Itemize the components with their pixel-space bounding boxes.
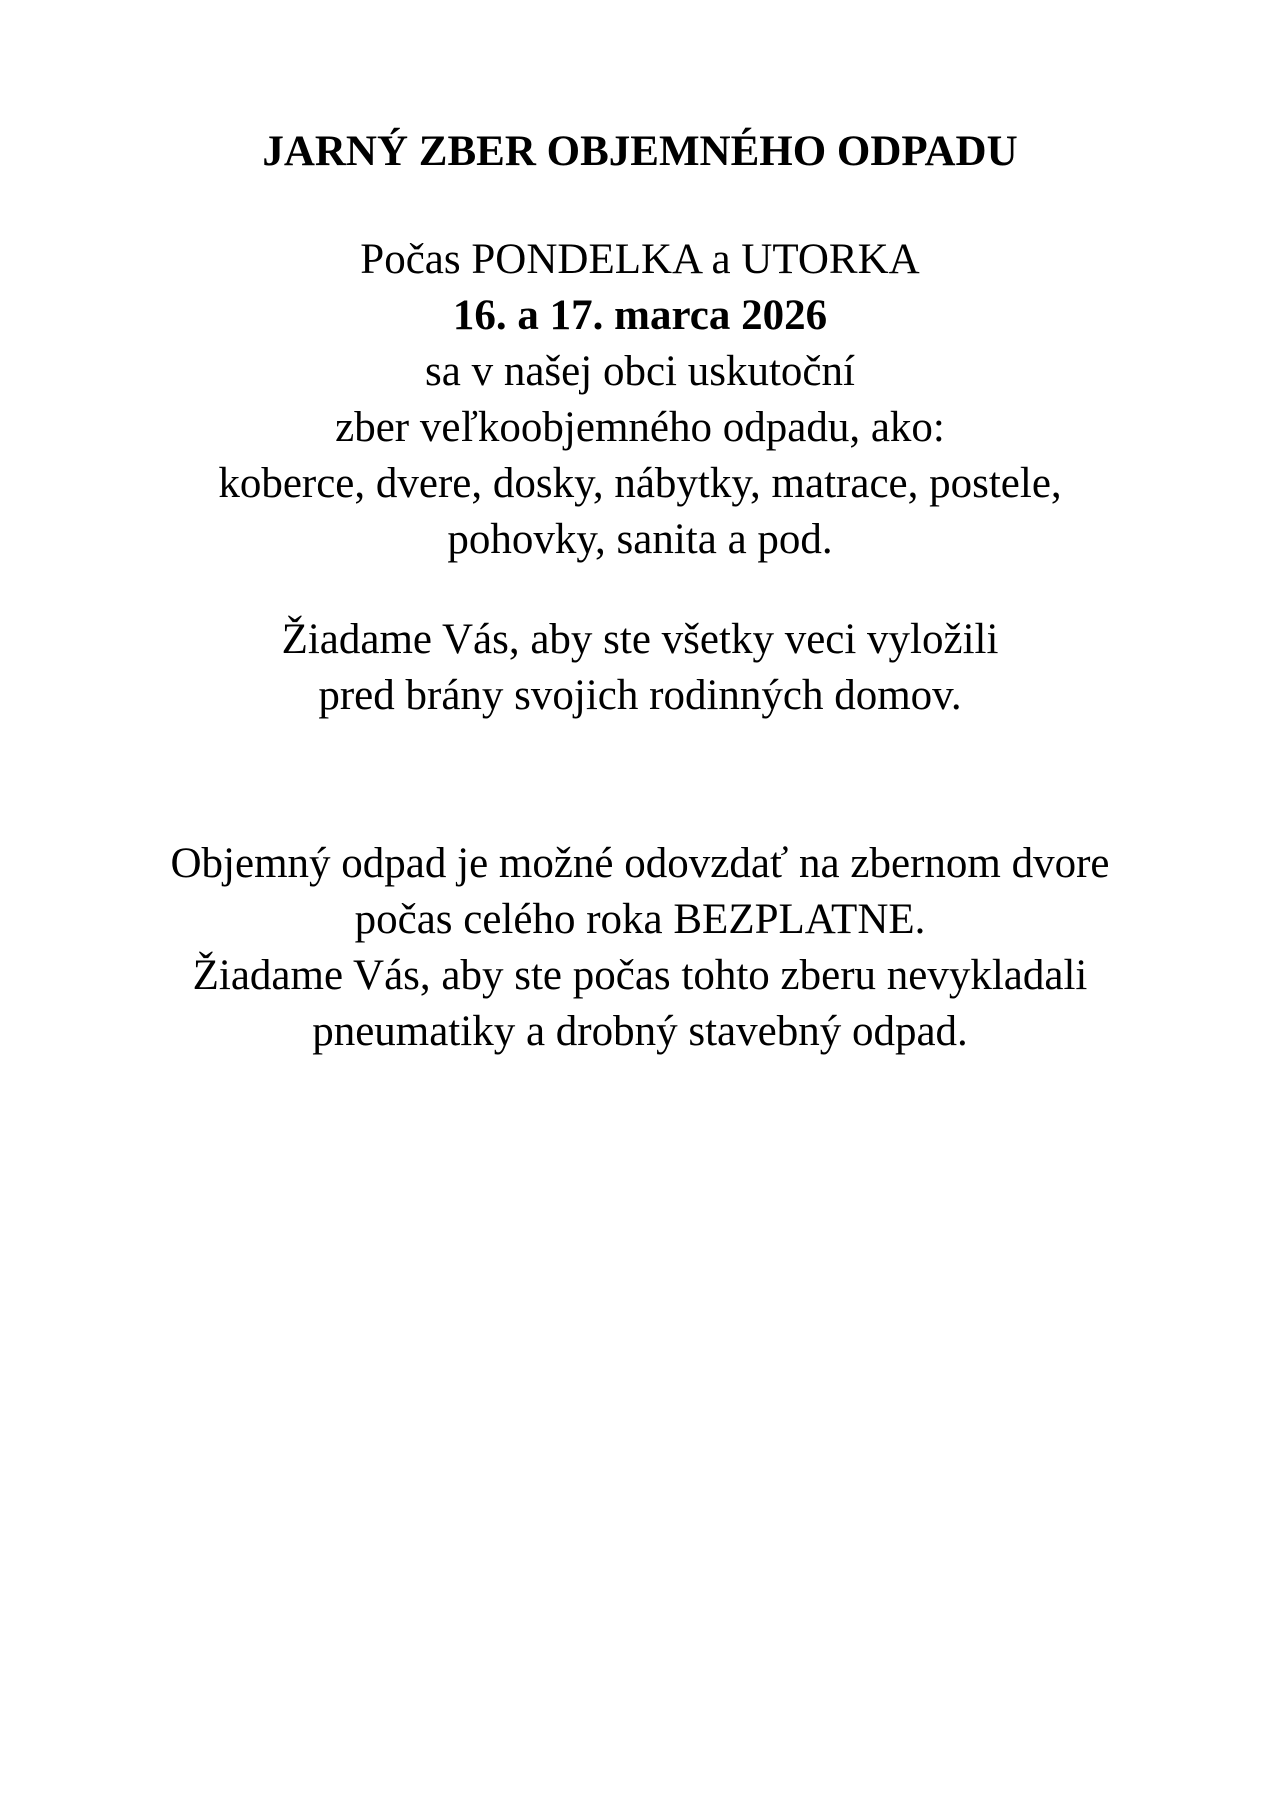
info-line: Žiadame Vás, aby ste počas tohto zberu nevykladali	[192, 952, 1088, 999]
schedule-location: sa v našej obci uskutoční	[425, 348, 855, 395]
request-paragraph	[0, 612, 1280, 724]
schedule-description: zber veľkoobjemného odpadu, ako:	[335, 404, 945, 451]
schedule-days: Počas PONDELKA a UTORKA	[360, 236, 920, 283]
request-line: pred brány svojich rodinných domov.	[318, 672, 962, 719]
notice-title: JARNÝ ZBER OBJEMNÉHO ODPADU	[262, 128, 1018, 175]
info-line: počas celého roka BEZPLATNE.	[354, 896, 926, 943]
request-line: Žiadame Vás, aby ste všetky veci vyložili	[281, 616, 999, 663]
info-paragraph	[0, 836, 1280, 1060]
waste-items-list: koberce, dvere, dosky, nábytky, matrace, postele,	[218, 460, 1062, 507]
schedule-paragraph	[0, 232, 1280, 568]
info-line: Objemný odpad je možné odovzdať na zbernom dvore	[170, 840, 1110, 887]
waste-items-list-end: pohovky, sanita a pod.	[447, 516, 833, 563]
info-line: pneumatiky a drobný stavebný odpad.	[312, 1008, 968, 1055]
schedule-date: 16. a 17. marca 2026	[452, 292, 828, 339]
